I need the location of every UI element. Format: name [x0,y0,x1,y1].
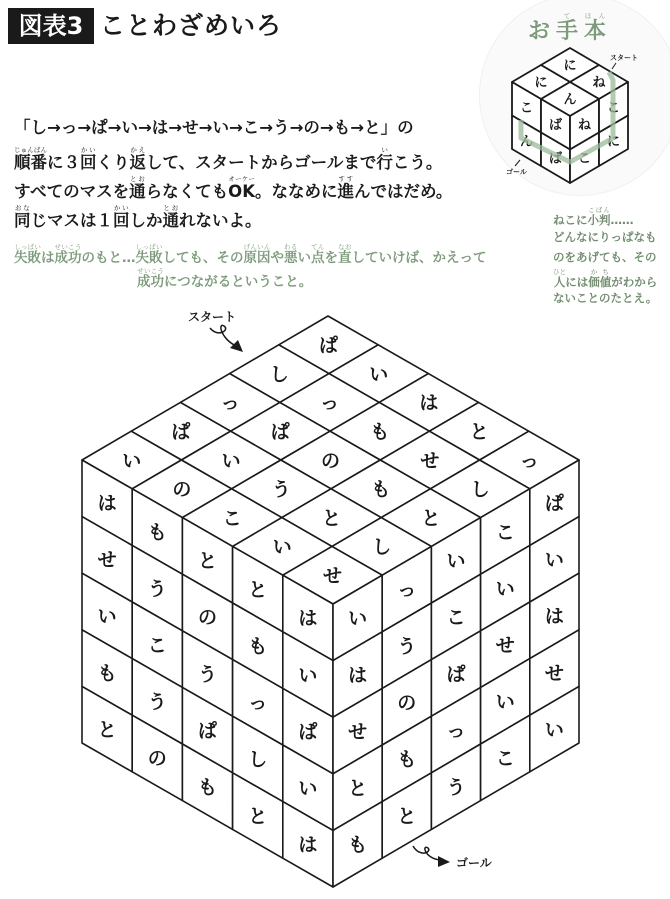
cell-character: せ [495,634,515,657]
text-segment: い [297,250,311,266]
text-segment: 。ななめに [254,182,338,201]
cell-character: ぱ [544,492,564,515]
text-segment: くり [96,153,130,172]
furigana: げんいん [243,243,271,251]
furigana: こばん [587,206,611,214]
cell-character: は [97,492,117,515]
cell-character: と [421,507,441,530]
cell-character: は [348,664,368,687]
text-segment: 本 [584,19,613,44]
cell-character: い [221,449,241,472]
text-segment: 手 [556,19,585,44]
text-segment: お [528,19,557,44]
furigana: ほん [584,12,613,20]
text-segment: 悪 [284,250,298,266]
text-segment: じマスは１ [30,211,113,230]
text-segment: 失敗 [135,250,163,266]
cell-character: は [544,605,564,628]
cell-character: と [321,507,342,530]
cell-character: も [370,421,390,444]
text-segment: らなくても [145,182,229,201]
cell-character: せ [348,720,368,743]
text-segment: に３ [47,153,80,172]
cell-character: と [197,550,218,573]
text-segment: れないよ。 [179,211,262,230]
text-segment: につながるということ。 [164,274,313,290]
cell-character: も [397,748,417,771]
sample-goal-label: ゴール [506,168,527,176]
cell-character: こ [519,100,534,116]
start-label: スタート [188,310,237,324]
furigana: かち [588,267,612,276]
furigana: とお [129,175,146,183]
cell-character: も [197,776,218,799]
furigana: おな [14,204,31,212]
cell-character: こ [147,634,167,657]
furigana: せいこう [137,267,164,275]
furigana: オーケー [228,175,255,183]
cell-character: と [348,777,368,800]
goal-arrow-icon [413,846,440,860]
cell-character: は [419,392,439,415]
cell-character: も [248,635,268,658]
text-segment: んではだめ。 [353,182,453,201]
cell-character: ぱ [171,421,191,444]
cell-character: ぱ [197,719,218,742]
cell-character: っ [319,392,340,415]
cell-character: い [272,536,292,559]
cell-character: も [348,834,368,857]
furigana: かえ [129,146,146,154]
cell-character: こ [495,521,515,544]
cell-character: の [320,449,341,472]
cell-character: う [147,577,167,600]
text-segment: 通 [162,211,179,230]
text-segment: しても、その [162,250,244,266]
text-segment: ねこに [553,213,588,227]
cell-character: ん [519,134,534,150]
cell-character: も [97,662,117,685]
text-segment: 通 [129,182,146,201]
text-segment: 原因 [243,250,271,266]
text-segment: OK [228,182,255,201]
cell-character: う [271,478,291,501]
cell-character: に [606,134,621,150]
cell-character: ね [592,75,606,91]
text-segment: していけば、かえって [351,250,487,266]
text-segment: こう。 [392,153,443,172]
furigana: て [556,12,585,20]
cell-character: と [469,421,489,444]
cell-character: ん [563,92,577,108]
cell-character: ぱ [446,663,466,686]
start-arrow-icon [210,325,236,346]
cell-character: に [563,58,577,74]
text-segment: 進 [337,182,354,201]
text-segment: 失敗 [14,250,41,266]
cell-character: っ [397,578,417,601]
cell-character: し [372,536,392,559]
cell-character: せ [420,449,440,472]
text-segment: …… [610,213,634,227]
text-segment: 価値 [588,274,612,289]
cell-character: っ [446,719,466,742]
cell-character: は [298,834,318,857]
furigana: なお [338,243,352,251]
furigana: しっぱい [14,243,41,251]
cell-character: せ [97,549,117,572]
cell-character: ば [548,151,563,167]
cell-character: の [397,692,417,715]
cell-character: の [172,478,192,501]
cell-character: う [397,635,417,658]
cell-character: せ [322,565,343,588]
cell-character: い [369,363,389,386]
cell-character: っ [220,392,240,415]
text-segment: のをあげても、その [553,250,657,264]
cell-character: こ [222,507,242,530]
cell-character: ぱ [270,421,290,444]
cell-character: う [147,691,167,714]
text-segment: 回 [113,211,130,230]
cell-character: い [544,718,564,741]
text-segment: 成功 [54,250,82,266]
text-segment: には [565,274,589,289]
furigana: わる [284,243,298,251]
text-segment: 点 [311,250,325,266]
cell-character: ね [577,117,592,133]
text-segment: 回 [80,153,97,172]
page-title: ことわざめいろ [100,11,283,40]
furigana: じゅんばん [14,146,47,154]
cell-character: こ [495,747,515,770]
text-segment: 小判 [587,213,611,227]
cell-character: ぱ [318,334,339,357]
text-segment: どんなにりっぱなも [553,229,657,244]
text-segment: して、スタートからゴールまで [146,153,377,172]
text-segment: ないことのたとえ。 [553,291,658,305]
text-segment: がわから [611,274,658,289]
text-segment: 成功 [137,274,164,290]
cell-character: せ [544,662,564,685]
cell-character: と [248,578,268,601]
text-segment: は [41,250,55,266]
start-arrowhead-icon [230,340,243,352]
cell-character: し [470,478,490,501]
cell-character: し [269,363,289,386]
cell-character: い [122,449,142,472]
text-segment: 順番 [14,153,47,172]
goal-label: ゴール [456,856,492,870]
cell-character: っ [248,692,268,715]
cell-character: い [97,605,117,628]
cell-character: し [248,748,268,771]
cell-character: い [348,607,368,630]
furigana: すす [337,175,354,183]
cell-character: こ [446,606,466,629]
furigana: かい [80,146,97,154]
furigana: かい [113,204,130,212]
furigana: しっぱい [135,243,163,251]
text-segment: すべてのマスを [14,182,130,201]
cell-character: と [97,718,117,741]
text-segment: や [270,250,284,266]
text-segment: 同 [14,211,31,230]
figure-badge: 図表3 [8,8,94,44]
cell-character: い [495,577,515,600]
text-segment: しか [129,211,163,230]
cell-character: も [371,478,391,501]
cell-character: う [197,663,218,686]
furigana: い [376,146,393,154]
text-segment: のもと… [81,250,136,266]
text-segment: 人 [553,274,566,289]
furigana: てん [311,243,325,251]
cell-character: ぱ [298,720,318,743]
cell-character: も [147,521,167,544]
cell-character: い [544,549,564,572]
cell-character: い [446,550,466,573]
cell-character: は [298,607,318,630]
cell-character: に [534,75,548,91]
furigana: ひと [553,267,566,276]
text-segment: 返 [129,153,146,172]
cell-character: っ [519,449,539,472]
cell-character: い [298,777,318,800]
cell-character: の [147,747,167,770]
cell-character: う [446,776,466,799]
cell-character: こ [606,100,621,116]
text-segment: を [324,250,338,266]
text-segment: 直 [338,250,352,266]
cell-character: ば [548,117,563,133]
text-segment: 「し→っ→ぱ→い→は→せ→い→こ→う→の→も→と」の [14,118,414,137]
sample-start-label: スタート [610,54,638,62]
cell-character: い [495,691,515,714]
furigana: せいこう [54,243,82,251]
cell-character: い [298,664,318,687]
cell-character: と [397,805,417,828]
cell-character: こ [577,151,592,167]
text-segment: 行 [376,153,393,172]
goal-arrowhead-icon [438,856,450,867]
cell-character: と [248,805,268,828]
furigana: とお [162,204,179,212]
cell-character: の [197,606,218,629]
